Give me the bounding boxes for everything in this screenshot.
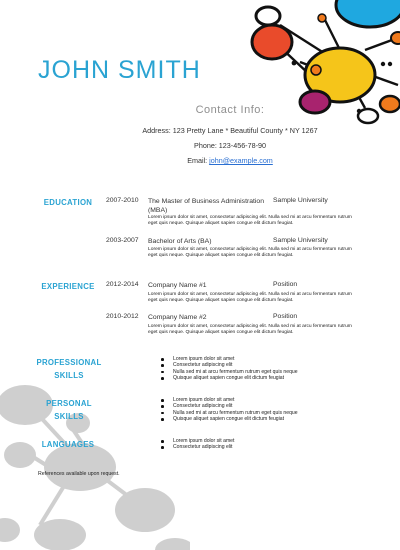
experience-entry	[106, 281, 356, 313]
personal-skills-list	[160, 397, 360, 423]
bullet-icon	[161, 399, 164, 402]
section-experience: EXPERIENCE	[41, 282, 95, 291]
section-personal-skills: PERSONAL SKILLS	[46, 399, 92, 421]
list-item: Consectetur adipiscing elit	[160, 362, 360, 368]
bullet-icon	[161, 405, 164, 408]
professional-skills-list	[160, 356, 360, 382]
bullet-icon	[161, 358, 164, 361]
list-item: Lorem ipsum dolor sit amet	[160, 356, 360, 362]
red-bubble	[252, 25, 292, 59]
list-item: Consectetur adipiscing elit	[160, 444, 360, 450]
list-item: Quisque aliquet sapien congue elit dictum feugiat	[160, 416, 360, 422]
entry-description: Lorem ipsum dolor sit amet, consectetur adipiscing elit. Nulla sed mi at arcu fermentum rutrum eget quis neque. Quisque aliquet sapien congue elit dictum feugiat.	[148, 247, 352, 259]
email-label: Email:	[187, 156, 208, 165]
section-languages: LANGUAGES	[41, 440, 95, 449]
blue-bubble	[336, 0, 400, 27]
entry-org: Position	[273, 281, 298, 288]
entry-title: Company Name #1	[148, 282, 207, 289]
entry-years: 2007-2010	[106, 197, 139, 204]
contact-email	[70, 156, 390, 165]
entry-years: 2012-2014	[106, 281, 139, 288]
entry-description: Lorem ipsum dolor sit amet, consectetur adipiscing elit. Nulla sed mi at arcu fermentum rutrum eget quis neque. Quisque aliquet sapien congue elit dictum feugiat.	[148, 215, 352, 227]
list-item: Quisque aliquet sapien congue elit dictum feugiat	[160, 375, 360, 381]
entry-years: 2003-2007	[106, 237, 139, 244]
bullet-icon	[161, 364, 164, 367]
entry-description: Lorem ipsum dolor sit amet, consectetur adipiscing elit. Nulla sed mi at arcu fermentum rutrum eget quis neque. Quisque aliquet sapien congue elit dictum feugiat.	[148, 324, 352, 336]
contact-heading: Contact Info:	[195, 104, 265, 116]
section-education: EDUCATION	[43, 198, 93, 207]
list-item: Nulla sed mi at arcu fermentum rutrum eget quis neque	[160, 369, 360, 375]
bullet-icon	[161, 418, 164, 421]
list-item: Lorem ipsum dolor sit amet	[160, 397, 360, 403]
entry-title: The Master of Business Administration (MBA)	[148, 198, 264, 214]
email-link[interactable]: john@example.com	[209, 156, 273, 165]
entry-title: Company Name #2	[148, 314, 207, 321]
list-item: Lorem ipsum dolor sit amet	[160, 438, 360, 444]
entry-years: 2010-2012	[106, 313, 139, 320]
bullet-icon	[161, 377, 164, 380]
bullet-icon	[161, 371, 164, 374]
experience-entry	[106, 313, 356, 345]
bullet-icon	[161, 412, 164, 415]
contact-phone: Phone: 123-456-78-90	[194, 141, 266, 150]
entry-org: Position	[273, 313, 298, 320]
candidate-name: JOHN SMITH	[38, 56, 201, 84]
contact-address: Address: 123 Pretty Lane * Beautiful County * NY 1267	[142, 126, 318, 135]
references-note: References available upon request.	[38, 471, 120, 477]
education-entry	[106, 237, 356, 269]
orange-bubble	[380, 96, 400, 112]
bullet-icon	[161, 440, 164, 443]
entry-description: Lorem ipsum dolor sit amet, consectetur adipiscing elit. Nulla sed mi at arcu fermentum rutrum eget quis neque. Quisque aliquet sapien congue elit dictum feugiat.	[148, 292, 352, 304]
education-entry	[106, 197, 356, 239]
entry-org: Sample University	[273, 197, 328, 204]
entry-title: Bachelor of Arts (BA)	[148, 238, 212, 245]
bullet-icon	[161, 446, 164, 449]
list-item: Nulla sed mi at arcu fermentum rutrum eget quis neque	[160, 410, 360, 416]
languages-list	[160, 438, 360, 451]
list-item: Consectetur adipiscing elit	[160, 403, 360, 409]
section-professional-skills: PROFESSIONAL SKILLS	[36, 358, 102, 380]
entry-org: Sample University	[273, 237, 328, 244]
